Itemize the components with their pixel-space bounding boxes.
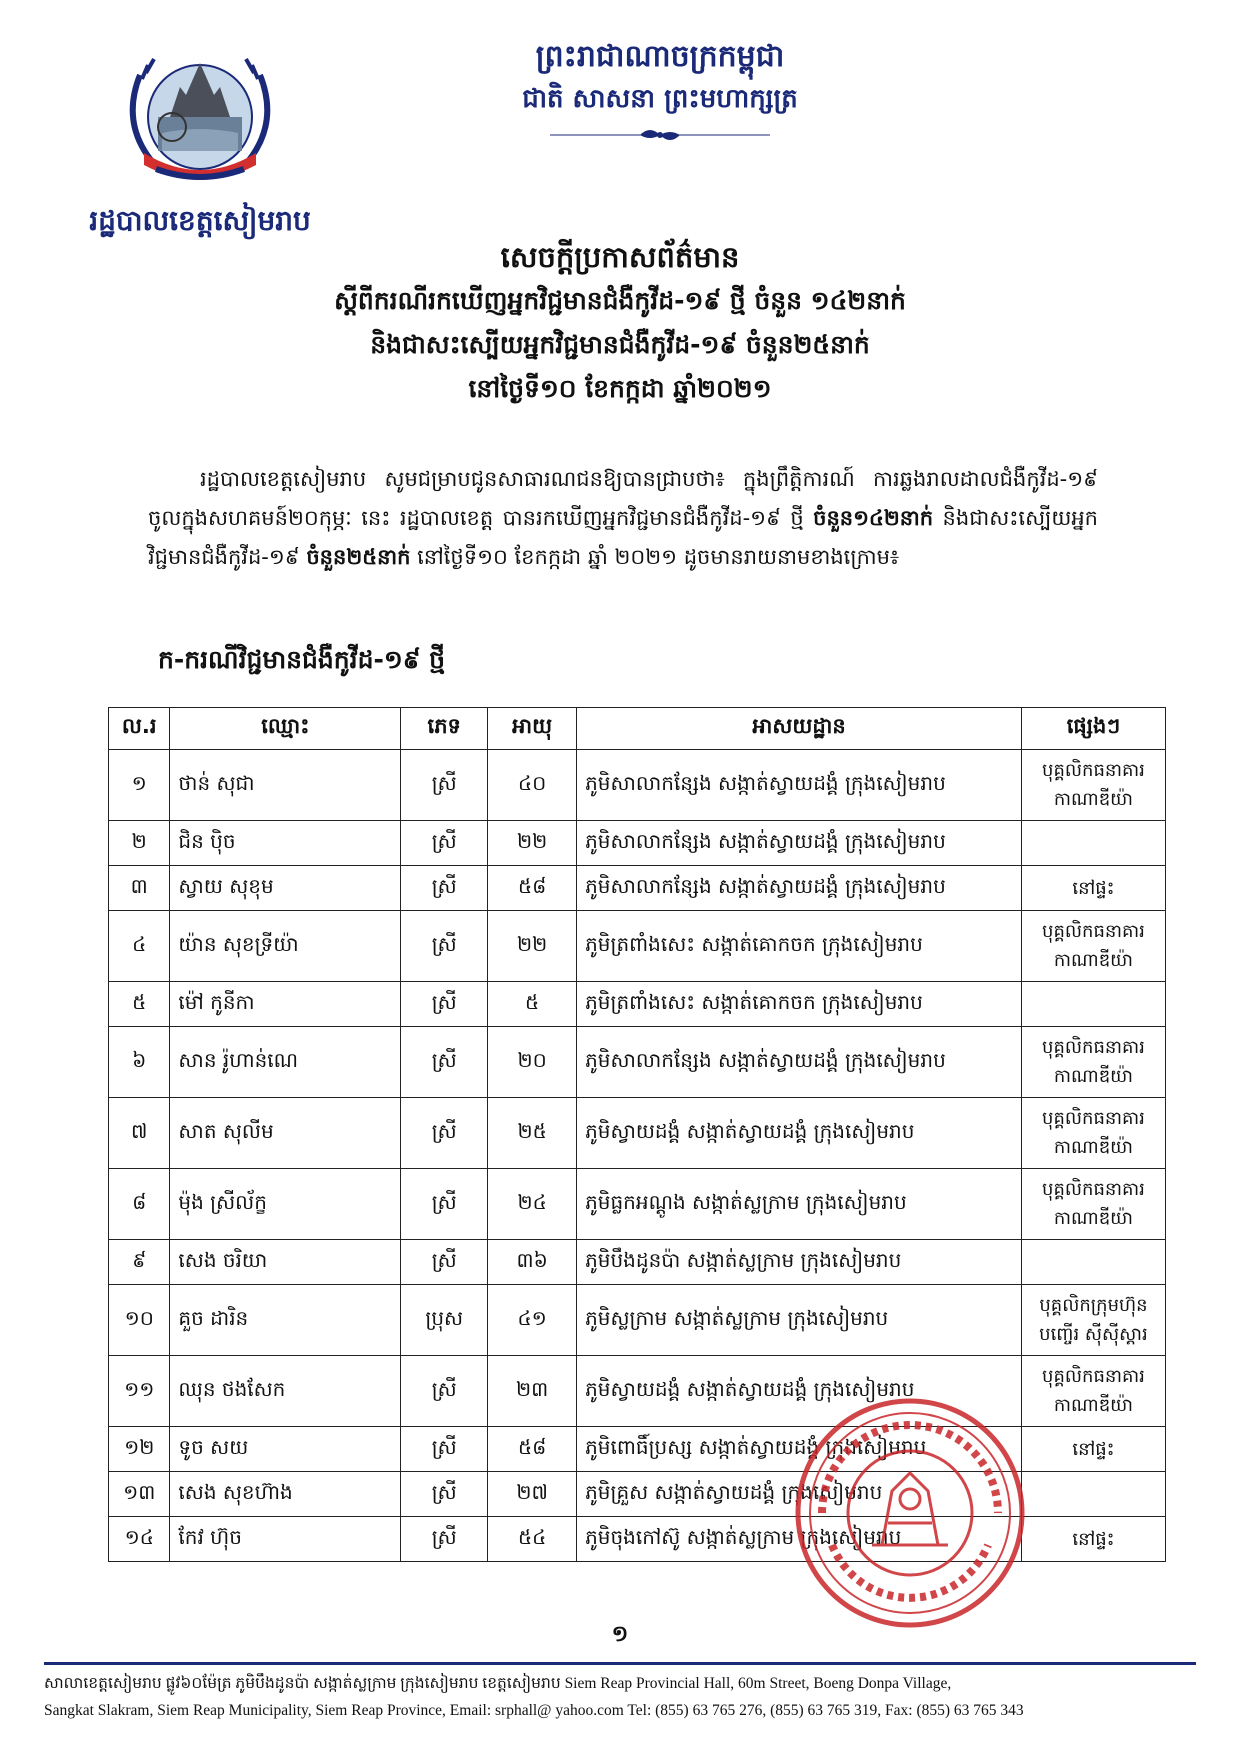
cell-age: ៥៤ — [488, 1517, 577, 1562]
cell-address: ភូមិសាលាកន្សែង សង្កាត់ស្វាយដង្គំ ក្រុងសៀមរាប — [577, 1027, 1022, 1098]
table-row — [109, 1240, 1166, 1285]
header-note: ផ្សេងៗ — [1021, 708, 1165, 750]
cell-sex: ស្រី — [401, 1098, 488, 1169]
note-line-2: កាណាឌីយ៉ា — [1053, 1208, 1134, 1229]
intro-recovered: ចំនួន២៥នាក់ — [306, 545, 411, 569]
cell-name: ទូច សយ — [170, 1427, 401, 1472]
cell-age: ២៤ — [488, 1169, 577, 1240]
cell-no: ១ — [109, 750, 170, 821]
provincial-emblem-icon — [100, 35, 300, 195]
cell-no: ៨ — [109, 1169, 170, 1240]
note-line-2: កាណាឌីយ៉ា — [1053, 1137, 1134, 1158]
table-row — [109, 911, 1166, 982]
cell-sex: ស្រី — [401, 1240, 488, 1285]
cell-sex: ស្រី — [401, 1472, 488, 1517]
section-title: ក-ករណីវិជ្ជមានជំងឺកូវីដ-១៩ ថ្មី — [158, 645, 446, 674]
cell-note — [1021, 1027, 1165, 1098]
cell-name: សេង ចរិយា — [170, 1240, 401, 1285]
table-row — [109, 1098, 1166, 1169]
cell-sex: ស្រី — [401, 1517, 488, 1562]
cell-sex: ស្រី — [401, 1427, 488, 1472]
table-row — [109, 1169, 1166, 1240]
intro-text-3: នៅថ្ងៃទី១០ ខែកក្កដា ឆ្នាំ ២០២១ ដូចមានរាយនាមខាងក្រោម៖ — [410, 545, 900, 569]
cell-name: ម៉ៅ កូនីកា — [170, 982, 401, 1027]
cell-name: សាន រ៉ូហាន់ណេ — [170, 1027, 401, 1098]
announcement-subtitle-1: ស្តីពីករណីរកឃើញអ្នកវិជ្ជមានជំងឺកូវីដ-១៩ ថ្មី ចំនួន ១៤២នាក់ — [334, 286, 906, 315]
header-no: ល.រ — [109, 708, 170, 750]
note-line-1: បុគ្គលិកធនាគារ — [1042, 1366, 1145, 1387]
cell-age: ៥៨ — [488, 1427, 577, 1472]
cell-name: សេង សុខហ៊ាង — [170, 1472, 401, 1517]
table-row — [109, 866, 1166, 911]
cell-age: ៥ — [488, 982, 577, 1027]
cell-sex: ស្រី — [401, 866, 488, 911]
intro-text-1: រដ្ឋបាលខេត្តសៀមរាប សូមជម្រាបជូនសាធារណជនឱ្យបានជ្រាបថា៖ ក្នុងព្រឹត្តិការណ៍ ការឆ្លងរាលដាលជំងឺកូវីដ-១៩ ចូលក្នុងសហគមន៍២០កុម្ភៈ នេះ រដ្ឋបាលខេត្ត បានរកឃើញអ្នកវិជ្ជមានជំងឺកូវីដ-១៩ ថ្មី — [148, 467, 1098, 530]
note-line-1: នៅផ្ទះ — [1072, 877, 1115, 899]
note-line-2: កាណាឌីយ៉ា — [1053, 1395, 1134, 1416]
cell-no: ១៤ — [109, 1517, 170, 1562]
note-line-1: បុគ្គលិកធនាគារ — [1042, 760, 1145, 781]
cell-address: ភូមិសាលាកន្សែង សង្កាត់ស្វាយដង្គំ ក្រុងសៀមរាប — [577, 866, 1022, 911]
cell-no: ៧ — [109, 1098, 170, 1169]
official-seal-stamp — [792, 1395, 1028, 1631]
note-line-2: កាណាឌីយ៉ា — [1053, 950, 1134, 971]
cell-name: ឈុន ថងសែក — [170, 1356, 401, 1427]
cell-note — [1021, 1098, 1165, 1169]
table-row — [109, 982, 1166, 1027]
kingdom-motto — [380, 35, 940, 145]
table-header-row — [109, 708, 1166, 750]
note-line-2: បញ្ចើរ ស៊ីស៊ីស្តារ — [1039, 1324, 1148, 1345]
cell-no: ១២ — [109, 1427, 170, 1472]
cell-note — [1021, 1517, 1165, 1562]
cell-note — [1021, 982, 1165, 1027]
cell-age: ២២ — [488, 911, 577, 982]
table-row — [109, 750, 1166, 821]
ministry-logo-block — [80, 35, 320, 244]
cell-no: ៥ — [109, 982, 170, 1027]
cell-sex: ស្រី — [401, 982, 488, 1027]
cell-sex: ស្រី — [401, 1356, 488, 1427]
cell-age: ២២ — [488, 821, 577, 866]
note-line-2: កាណាឌីយ៉ា — [1053, 789, 1134, 810]
cell-note — [1021, 911, 1165, 982]
cell-note — [1021, 750, 1165, 821]
cell-sex: ស្រី — [401, 911, 488, 982]
cell-address: ភូមិស្លក្រាម សង្កាត់ស្លក្រាម ក្រុងសៀមរាប — [577, 1285, 1022, 1356]
footer-contact-line: Sangkat Slakram, Siem Reap Municipality, Siem Reap Province, Email: srphall@ yahoo.com Tel: (855) 63 765 276, (855) 63 765 319, Fax: (855) 63 765 343 — [44, 1702, 1024, 1719]
cell-name: កែវ ហ៊ុច — [170, 1517, 401, 1562]
ministry-name: រដ្ឋបាលខេត្តសៀមរាប — [89, 204, 311, 237]
header-sex: ភេទ — [401, 708, 488, 750]
note-line-1: បុគ្គលិកធនាគារ — [1042, 921, 1145, 942]
table-row — [109, 821, 1166, 866]
note-line-1: បុគ្គលិកធនាគារ — [1042, 1179, 1145, 1200]
cell-address: ភូមិធ្លកអណ្តូង សង្កាត់ស្លក្រាម ក្រុងសៀមរាប — [577, 1169, 1022, 1240]
cell-no: ១១ — [109, 1356, 170, 1427]
national-motto: ជាតិ សាសនា ព្រះមហាក្សត្រ — [522, 84, 798, 114]
cell-sex: ស្រី — [401, 1027, 488, 1098]
cell-sex: ស្រី — [401, 750, 488, 821]
cell-address: ភូមិស្វាយដង្គំ សង្កាត់ស្វាយដង្គំ ក្រុងសៀមរាប — [577, 1356, 1022, 1427]
cell-no: ១៣ — [109, 1472, 170, 1517]
cell-no: ៣ — [109, 866, 170, 911]
announcement-subtitle-2: និងជាសះស្បើយអ្នកវិជ្ជមានជំងឺកូវីដ-១៩ ចំនួន២៥នាក់ — [370, 330, 870, 359]
cell-note — [1021, 1285, 1165, 1356]
cell-no: ២ — [109, 821, 170, 866]
cell-note — [1021, 821, 1165, 866]
note-line-1: បុគ្គលិកធនាគារ — [1042, 1108, 1145, 1129]
note-line-1: នៅផ្ទះ — [1072, 1438, 1115, 1460]
cell-note — [1021, 1240, 1165, 1285]
cell-address: ភូមិគ្រួស សង្កាត់ស្វាយដង្គំ ក្រុងសៀមរាប — [577, 1472, 1022, 1517]
cell-sex: ស្រី — [401, 821, 488, 866]
note-line-2: កាណាឌីយ៉ា — [1053, 1066, 1134, 1087]
cell-name: ជិន ប៉ិច — [170, 821, 401, 866]
note-line-1: បុគ្គលិកក្រុមហ៊ុន — [1039, 1295, 1148, 1316]
cell-note — [1021, 1472, 1165, 1517]
announcement-date: នៅថ្ងៃទី១០ ខែកក្កដា ឆ្នាំ២០២១ — [468, 374, 772, 403]
footer-divider — [44, 1662, 1196, 1665]
intro-text-2: និងជាសះស្បើយអ្នកវិជ្ជមានជំងឺកូវីដ-១៩ — [148, 506, 1098, 569]
cell-note — [1021, 1356, 1165, 1427]
cell-age: ៣៦ — [488, 1240, 577, 1285]
cell-name: ម៉ុង ស្រីល័ក្ខ — [170, 1169, 401, 1240]
header-address: អាសយដ្ឋាន — [577, 708, 1022, 750]
intro-paragraph — [148, 460, 1098, 577]
cell-address: ភូមិបឹងដូនប៉ា សង្កាត់ស្លក្រាម ក្រុងសៀមរាប — [577, 1240, 1022, 1285]
page-number: ១ — [611, 1622, 629, 1647]
table-row — [109, 1285, 1166, 1356]
cell-sex: ស្រី — [401, 1169, 488, 1240]
note-line-1: បុគ្គលិកធនាគារ — [1042, 1037, 1145, 1058]
footer-address-line: សាលាខេត្តសៀមរាប ផ្លូវ៦០ម៉ែត្រ ភូមិបឹងដូនប៉ា សង្កាត់ស្លក្រាម ក្រុងសៀមរាប ខេត្តសៀមរាប Siem Reap Provincial Hall, 60m Street, Boeng Donpa Village, — [44, 1675, 952, 1692]
cell-address: ភូមិពោធិ៍ប្រស្ស សង្កាត់ស្វាយដង្គំ ក្រុងសៀមរាប — [577, 1427, 1022, 1472]
cell-age: ៤០ — [488, 750, 577, 821]
cell-no: ៤ — [109, 911, 170, 982]
cell-sex: ប្រុស — [401, 1285, 488, 1356]
intro-new-cases: ចំនួន១៤២នាក់ — [813, 506, 934, 530]
cell-name: យ៉ាន សុខទ្រីយ៉ា — [170, 911, 401, 982]
cell-address: ភូមិចុងកៅស៊ូ សង្កាត់ស្លក្រាម ក្រុងសៀមរាប — [577, 1517, 1022, 1562]
ornament-divider-icon — [550, 125, 770, 145]
cell-address: ភូមិស្វាយដង្គំ សង្កាត់ស្វាយដង្គំ ក្រុងសៀមរាប — [577, 1098, 1022, 1169]
table-row — [109, 1027, 1166, 1098]
cell-no: ១០ — [109, 1285, 170, 1356]
announcement-title: សេចក្តីប្រកាសព័ត៌មាន — [500, 240, 740, 274]
cell-no: ៦ — [109, 1027, 170, 1098]
cell-note — [1021, 1169, 1165, 1240]
cell-age: ៥៨ — [488, 866, 577, 911]
cell-note — [1021, 866, 1165, 911]
announcement-titles — [140, 235, 1100, 411]
cell-name: ថាន់ សុជា — [170, 750, 401, 821]
cell-age: ២៧ — [488, 1472, 577, 1517]
cell-address: ភូមិត្រពាំងសេះ សង្កាត់គោកចក ក្រុងសៀមរាប — [577, 911, 1022, 982]
cell-name: សាត សុលីម — [170, 1098, 401, 1169]
footer — [44, 1670, 1196, 1724]
cell-age: ២៣ — [488, 1356, 577, 1427]
kingdom-name: ព្រះរាជាណាចក្រកម្ពុជា — [535, 39, 785, 74]
cell-address: ភូមិសាលាកន្សែង សង្កាត់ស្វាយដង្គំ ក្រុងសៀមរាប — [577, 750, 1022, 821]
cell-no: ៩ — [109, 1240, 170, 1285]
cell-age: ២០ — [488, 1027, 577, 1098]
cell-name: គួច ដារិន — [170, 1285, 401, 1356]
note-line-1: នៅផ្ទះ — [1072, 1528, 1115, 1550]
header-age: អាយុ — [488, 708, 577, 750]
header-name: ឈ្មោះ — [170, 708, 401, 750]
cell-address: ភូមិត្រពាំងសេះ សង្កាត់គោកចក ក្រុងសៀមរាប — [577, 982, 1022, 1027]
cell-age: ២៥ — [488, 1098, 577, 1169]
cell-name: ស្វាយ សុខុម — [170, 866, 401, 911]
cell-address: ភូមិសាលាកន្សែង សង្កាត់ស្វាយដង្គំ ក្រុងសៀមរាប — [577, 821, 1022, 866]
cell-note — [1021, 1427, 1165, 1472]
cell-age: ៤១ — [488, 1285, 577, 1356]
